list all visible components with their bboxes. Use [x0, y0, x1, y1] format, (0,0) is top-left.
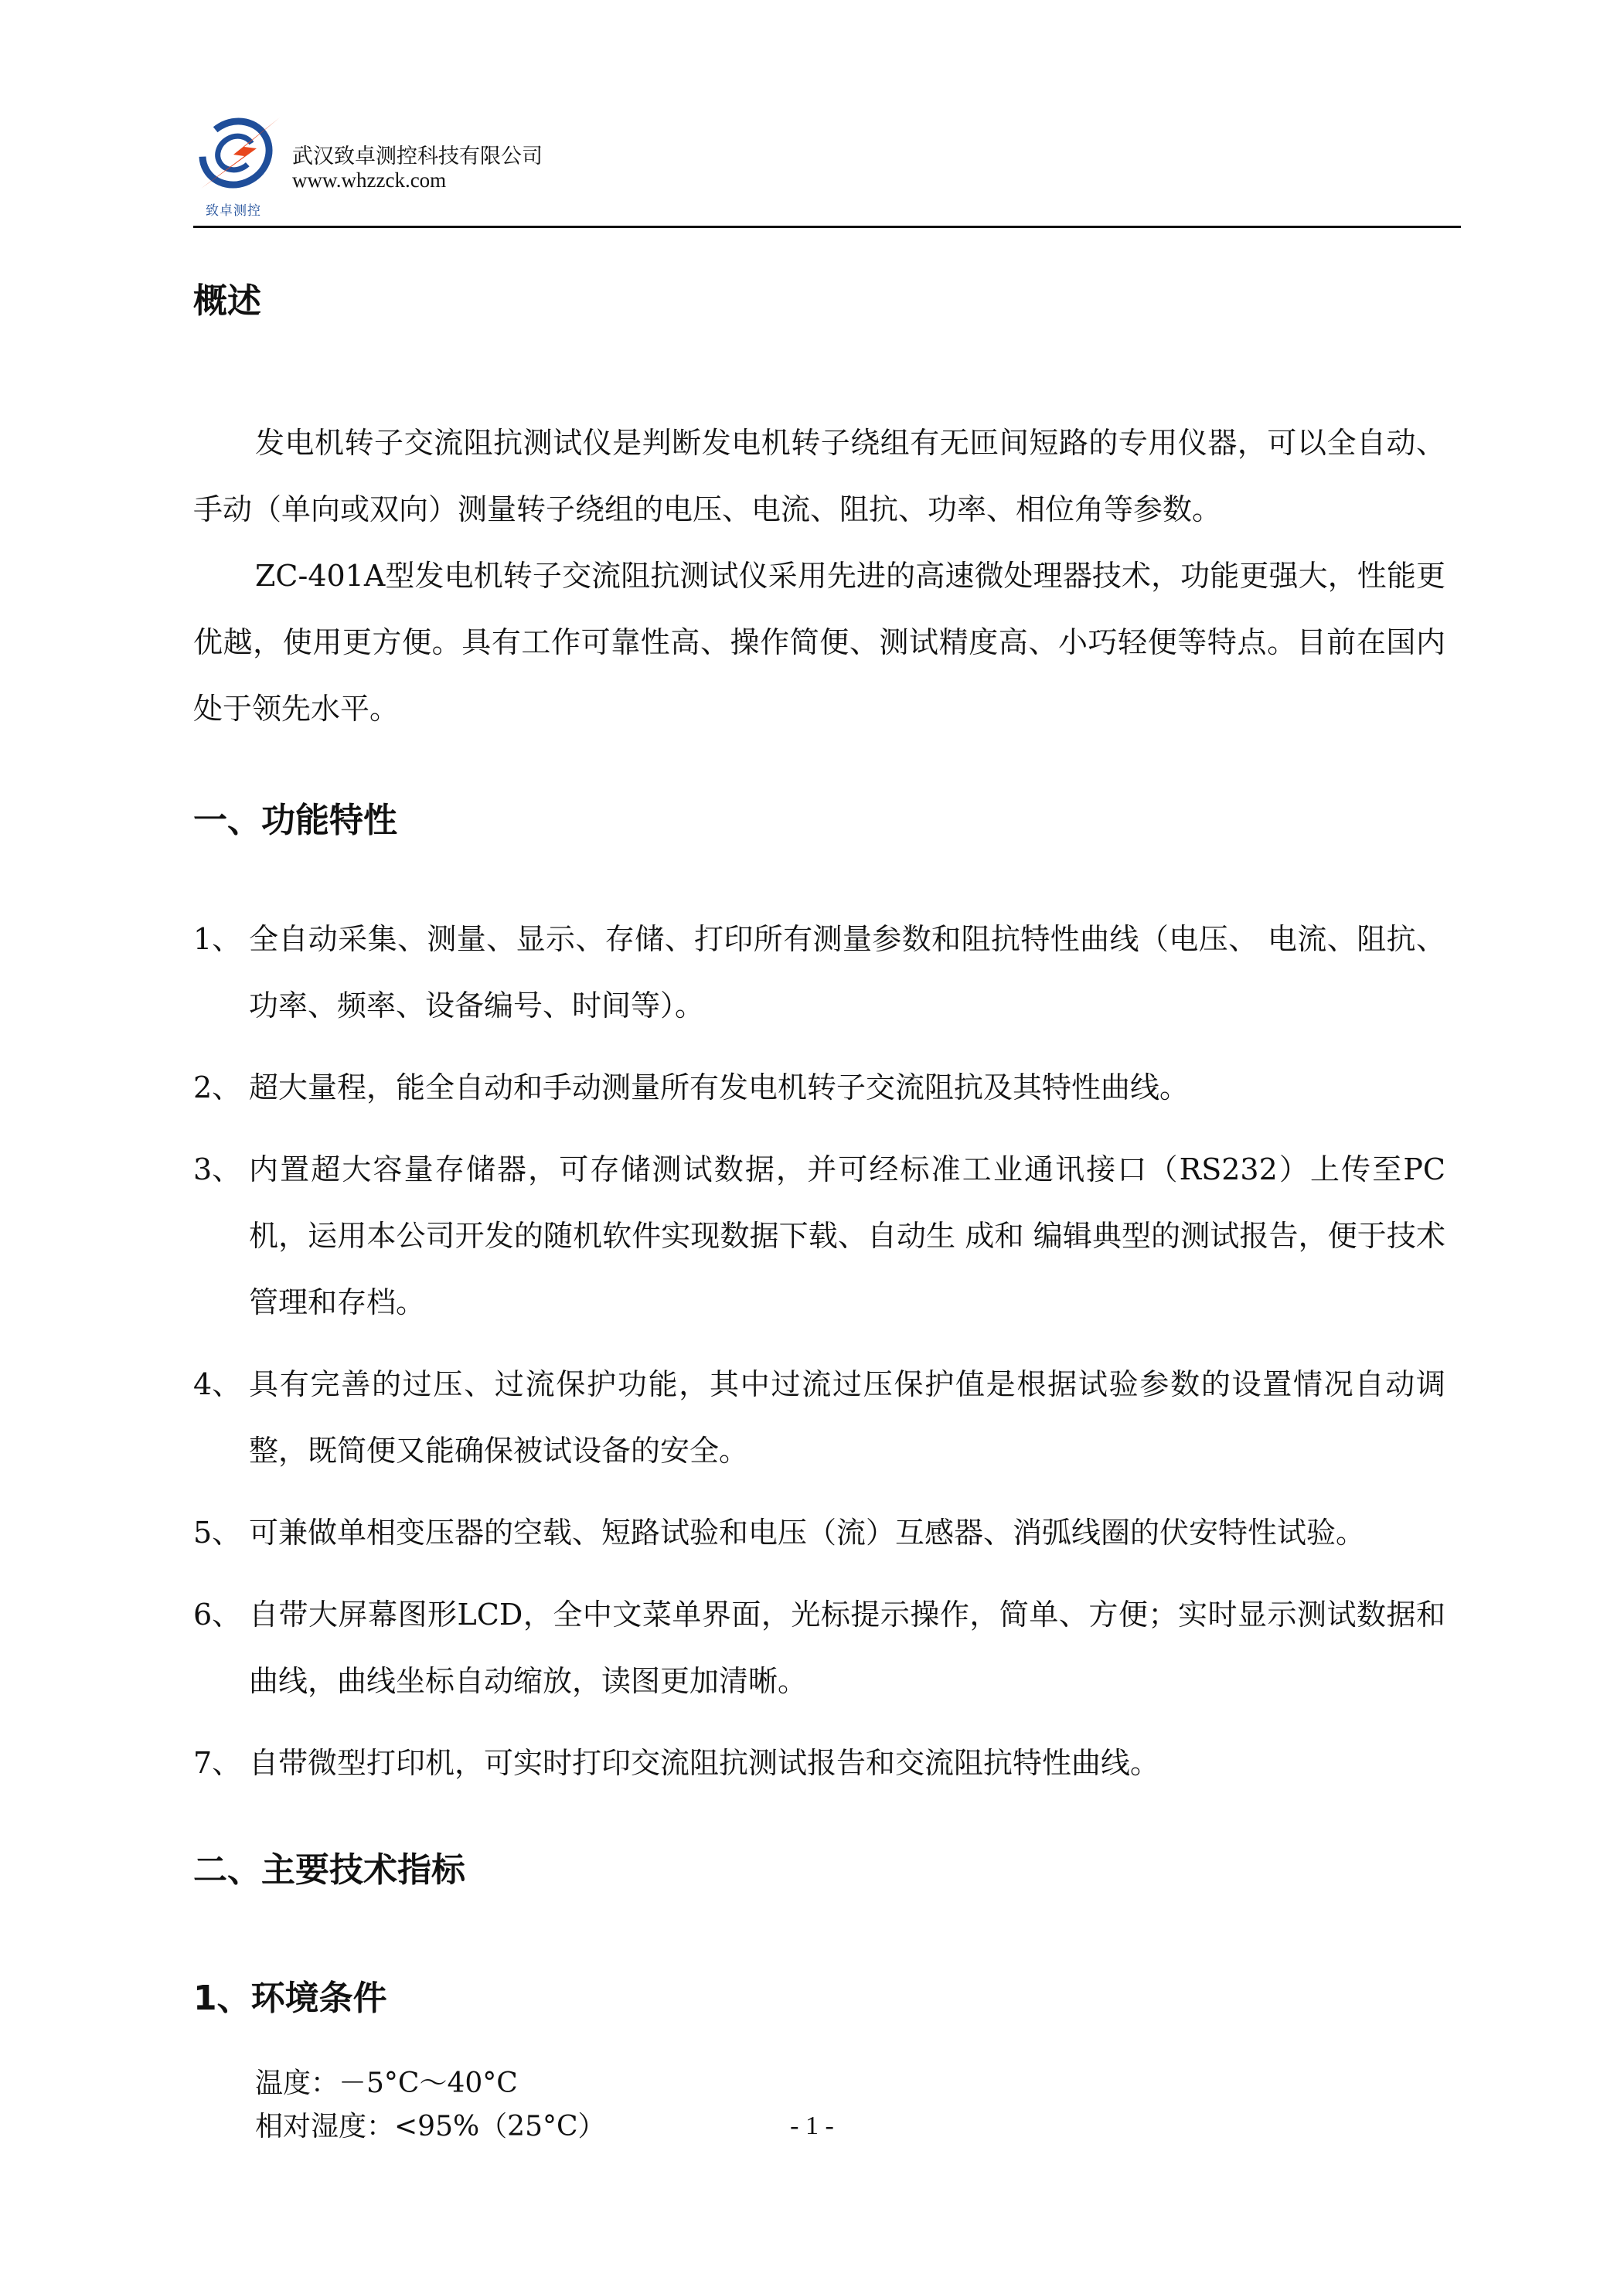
list-number: 7、	[193, 1746, 242, 1780]
list-number: 4、	[193, 1367, 242, 1401]
document-body	[193, 278, 1445, 2149]
feature-list	[193, 906, 1445, 1796]
list-item	[193, 1351, 1445, 1484]
features-heading: 一、功能特性	[193, 801, 397, 840]
list-number: 5、	[193, 1516, 242, 1550]
list-item	[193, 1136, 1445, 1336]
page-header	[193, 100, 1461, 232]
temperature-spec: 温度：－5°C～40°C	[255, 2068, 518, 2099]
list-number: 1、	[193, 922, 242, 956]
company-logo	[193, 108, 286, 219]
list-text: 内置超大容量存储器，可存储测试数据，并可经标准工业通讯接口（RS232）上传至PC机，运用本公司开发的随机软件实现数据下载、自动生 成和 编辑典型的测试报告，便于技术管理和存档。	[249, 1152, 1445, 1319]
environment-heading: 1、环境条件	[193, 1979, 387, 2018]
company-name: 武汉致卓测控科技有限公司	[292, 145, 543, 168]
overview-heading: 概述	[193, 281, 261, 321]
list-number: 3、	[193, 1152, 242, 1186]
logo-caption: 致卓测控	[206, 203, 261, 219]
list-number: 6、	[193, 1598, 242, 1632]
list-text: 自带大屏幕图形LCD，全中文菜单界面，光标提示操作，简单、方便；实时显示测试数据和曲线，曲线坐标自动缩放，读图更加清晰。	[249, 1598, 1445, 1698]
list-item	[193, 1581, 1445, 1714]
list-item	[193, 906, 1445, 1039]
list-item	[193, 1730, 1445, 1796]
overview-paragraph: 发电机转子交流阻抗测试仪是判断发电机转子绕组有无匝间短路的专用仪器，可以全自动、手动（单向或双向）测量转子绕组的电压、电流、阻抗、功率、相位角等参数。	[193, 426, 1445, 526]
list-text: 可兼做单相变压器的空载、短路试验和电压（流）互感器、消弧线圈的伏安特性试验。	[249, 1516, 1366, 1550]
list-text: 自带微型打印机，可实时打印交流阻抗测试报告和交流阻抗特性曲线。	[249, 1746, 1160, 1780]
specs-heading: 二、主要技术指标	[193, 1850, 465, 1890]
overview-section	[193, 410, 1445, 742]
header-divider	[193, 226, 1461, 228]
list-number: 2、	[193, 1070, 242, 1104]
list-text: 超大量程，能全自动和手动测量所有发电机转子交流阻抗及其特性曲线。	[249, 1070, 1190, 1104]
list-item	[193, 1499, 1445, 1566]
logo-mark-icon	[193, 108, 286, 197]
list-item	[193, 1054, 1445, 1121]
page-number: - 1 -	[790, 2112, 834, 2140]
company-website: www.whzzck.com	[292, 168, 447, 192]
list-text: 具有完善的过压、过流保护功能，其中过流过压保护值是根据试验参数的设置情况自动调整，既简便又能确保被试设备的安全。	[249, 1367, 1445, 1468]
list-text: 全自动采集、测量、显示、存储、打印所有测量参数和阻抗特性曲线（电压、 电流、阻抗、功率、频率、设备编号、时间等）。	[249, 922, 1445, 1023]
overview-paragraph: ZC-401A型发电机转子交流阻抗测试仪采用先进的高速微处理器技术，功能更强大，性能更优越，使用更方便。具有工作可靠性高、操作简便、测试精度高、小巧轻便等特点。目前在国内处于领先水平。	[193, 559, 1445, 726]
humidity-spec: 相对湿度：<95%（25°C）	[255, 2111, 606, 2142]
